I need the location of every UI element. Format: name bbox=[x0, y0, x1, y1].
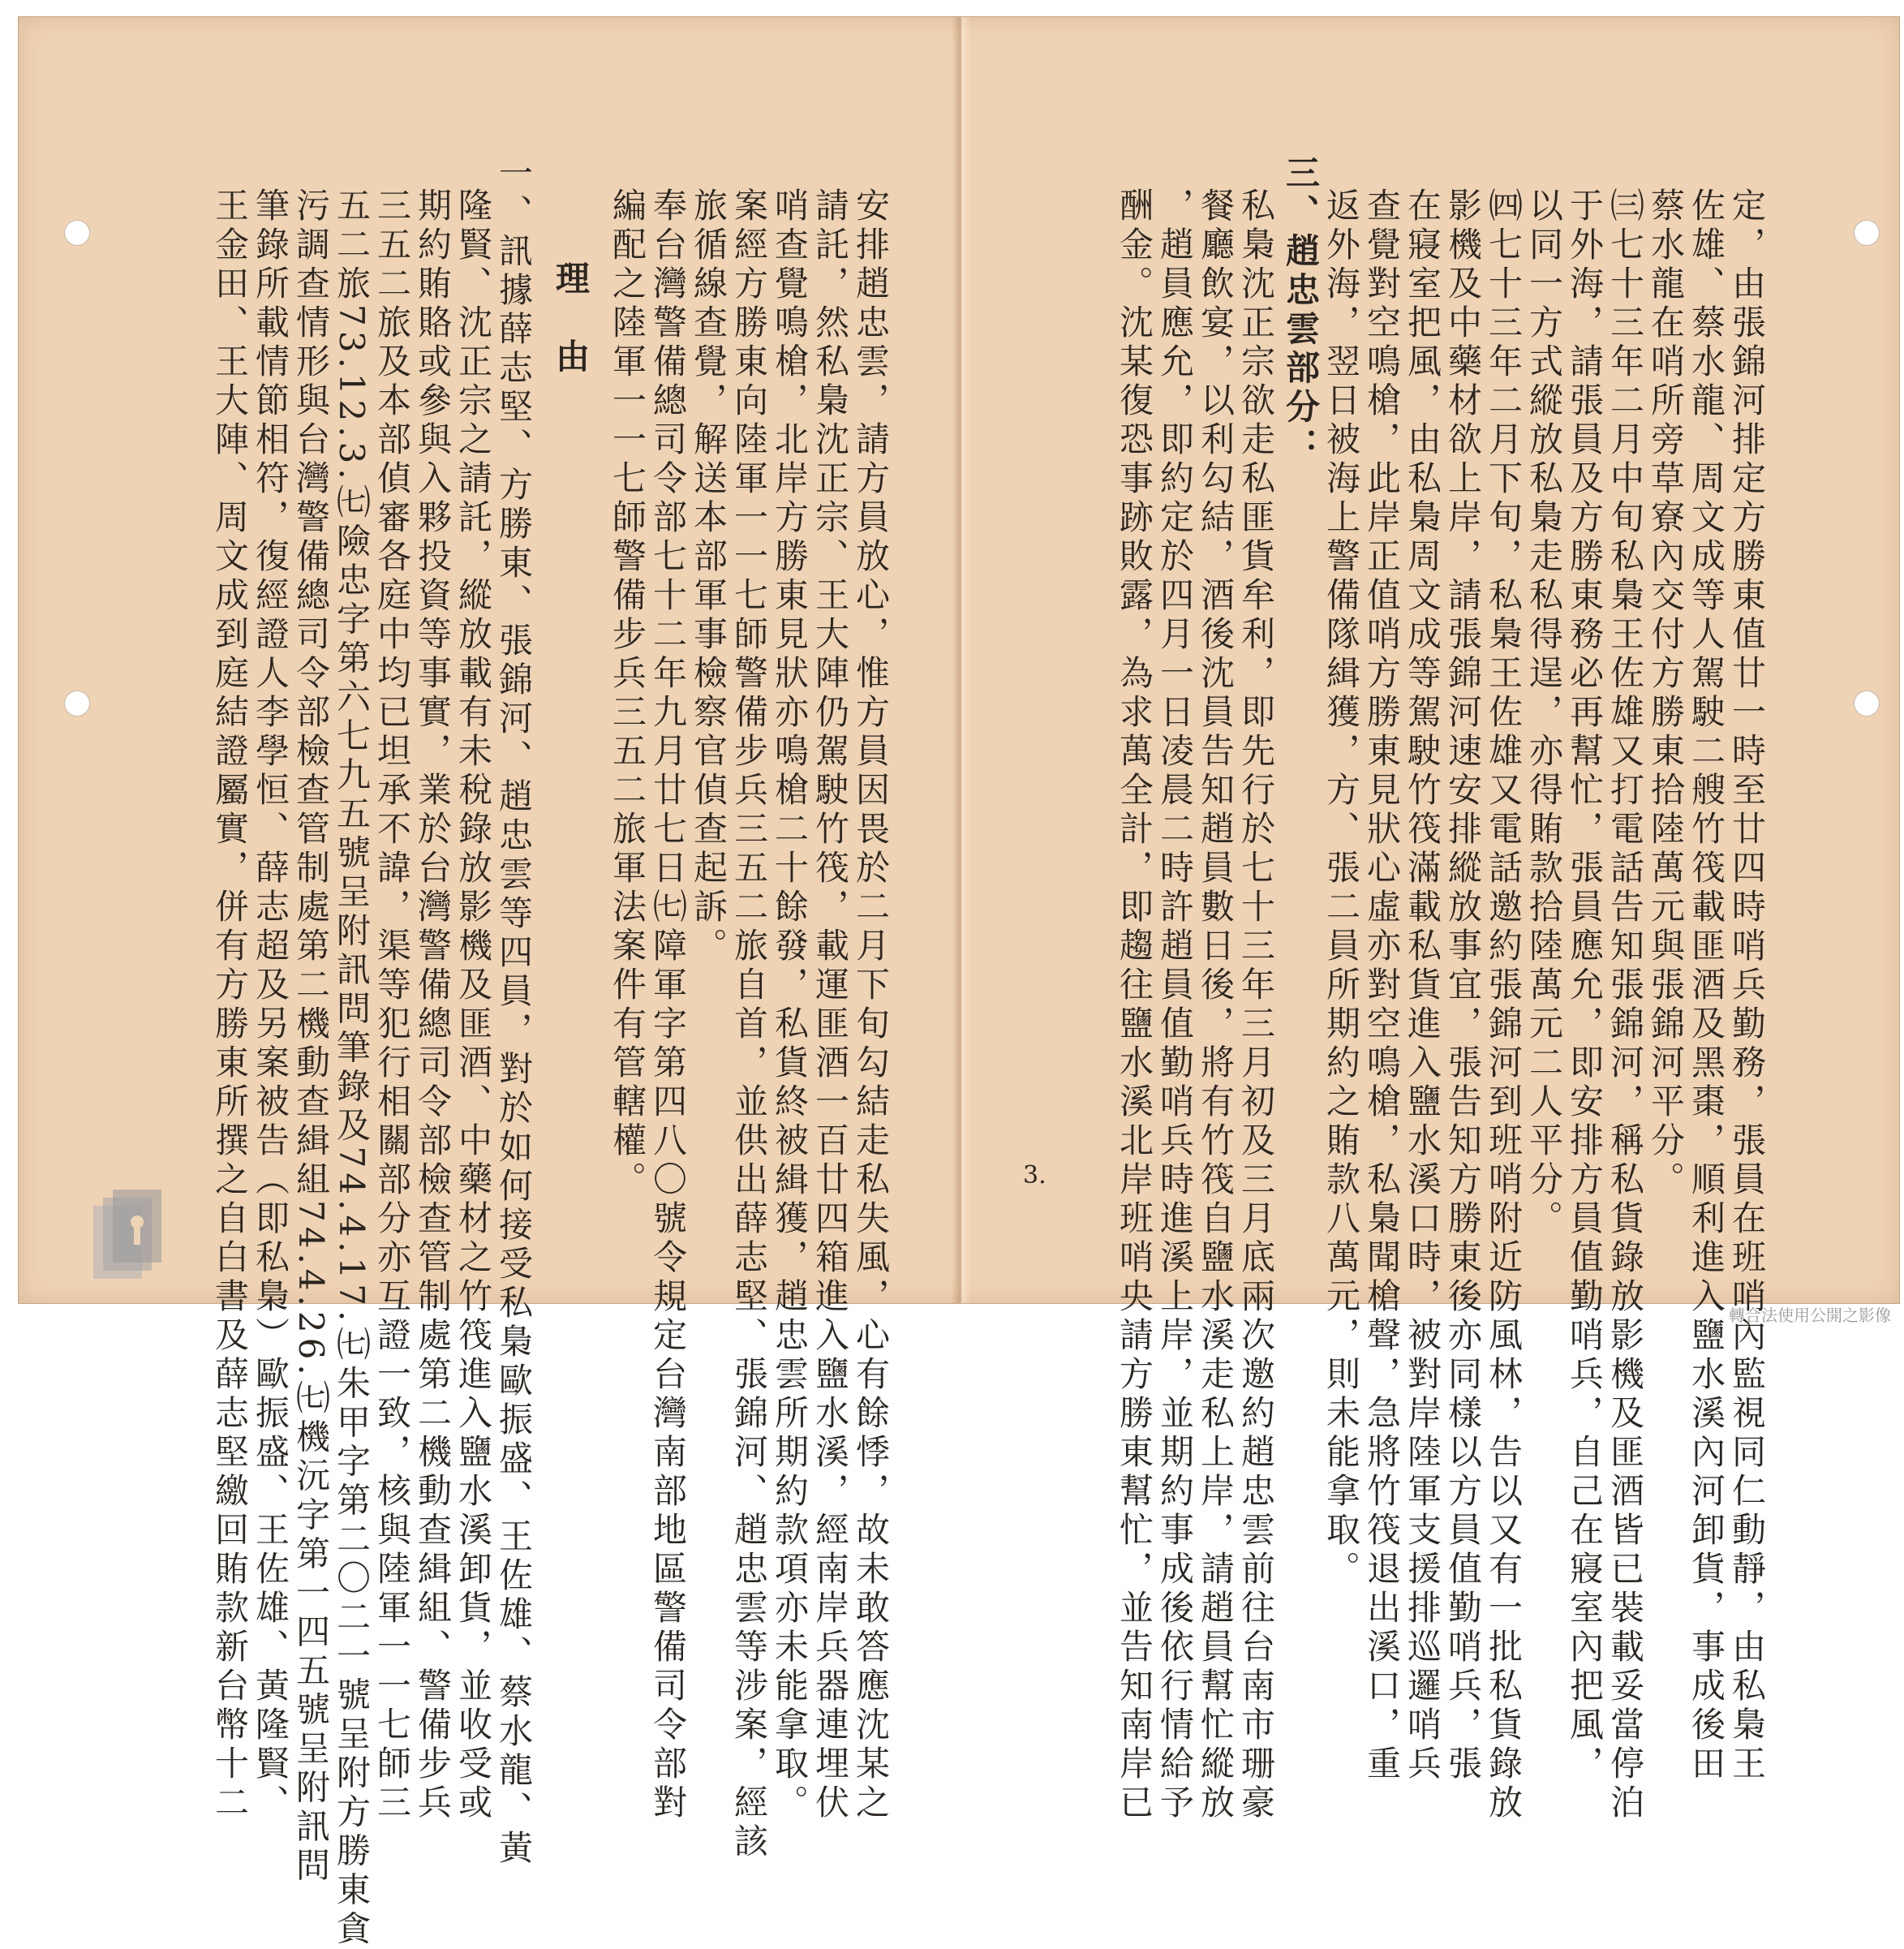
right-page-line: 以同一方式縱放私梟走私得逞，亦得賄款拾陸萬元二人平分。 bbox=[1524, 187, 1564, 1239]
left-page-line: 旅循線查覺，解送本部軍事檢察官偵查起訴。 bbox=[689, 187, 729, 966]
left-page-line: 哨查覺鳴槍，北岸方勝東見狀亦鳴槍二十餘發，私貨終被緝獲，趙忠雲所期約款項亦未能拿取。 bbox=[770, 187, 810, 1823]
left-page-line: 案經方勝東向陸軍一一七師警備步兵三五二旅自首，並供出薛志堅、張錦河、趙忠雲等涉案，經該 bbox=[729, 187, 769, 1862]
left-page-line: 請託，然私梟沈正宗、王大陣仍駕駛竹筏，載運匪酒一百廿四箱進入鹽水溪，經南岸兵器連埋伏 bbox=[810, 187, 850, 1823]
left-page-line: 奉台灣警備總司令部七十二年九月廿七日㈦障軍字第四八〇號令規定台灣南部地區警備司令部對 bbox=[648, 187, 688, 1823]
right-page-line: 于外海，請張員及方勝東務必再幫忙，張員應允，即安排方員值勤哨兵，自己在寢室內把風， bbox=[1565, 187, 1605, 1784]
archive-logo-icon bbox=[85, 1181, 166, 1287]
left-page-line: 編配之陸軍一一七師警備步兵三五二旅軍法案件有管轄權。 bbox=[608, 187, 647, 1200]
left-page-line: 三五二旅及本部偵審各庭中均已坦承不諱，渠等犯行相關部分亦互證一致，核與陸軍一一七師三 bbox=[372, 187, 412, 1823]
binding-hole bbox=[64, 220, 90, 246]
right-page-line: 餐廳飲宴，以利勾結，酒後沈員告知趙員數日後，將有竹筏自鹽水溪走私上岸，請趙員幫忙縱放 bbox=[1196, 187, 1236, 1823]
left-page-line: 隆賢、沈正宗之請託，縱放載有未稅錄放影機及匪酒、中藥材之竹筏進入鹽水溪卸貨，並收受或 bbox=[453, 187, 493, 1823]
right-page-line: 私梟沈正宗欲走私匪貨牟利，即先行於七十三年三月初及三月底兩次邀約趙忠雲前往台南市珊豪 bbox=[1236, 187, 1276, 1823]
left-page-line: 王金田、王大陣、周文成到庭結證屬實，併有方勝東所撰之自白書及薛志堅繳回賄款新台幣十二 bbox=[210, 187, 250, 1823]
binding-hole bbox=[1854, 220, 1880, 246]
right-page-line: 定，由張錦河排定方勝東值廿一時至廿四時哨兵勤務，張員在班哨內監視同仁動靜，由私梟王 bbox=[1727, 187, 1767, 1784]
left-page-line: 污調查情形與台灣警備總司令部檢查管制處第二機動查緝組74.4.26.㈦機沅字第一四五號呈附訊問 bbox=[291, 187, 331, 1887]
reason-heading: 理 由 bbox=[551, 260, 591, 377]
right-page-line: 在寢室把風，由私梟周文成等駕駛竹筏滿載私貨進入鹽水溪口時，被對岸陸軍支援排巡邏哨兵 bbox=[1403, 187, 1442, 1784]
left-page-line: 期約賄賂或參與入夥投資等事實，業於台灣警備總司令部檢查管制處第二機動查緝組、警備步兵 bbox=[413, 187, 453, 1823]
right-page-line: ，趙員應允，即約定於四月一日凌晨二時許趙員值勤哨兵時進溪上岸，並期約事成後依行情給予 bbox=[1155, 187, 1195, 1823]
page-number: 3. bbox=[1023, 1161, 1047, 1190]
right-page-line: 影機及中藥材欲上岸，請張錦河速安排縱放事宜，張告知方勝東後亦同樣以方員值勤哨兵，張 bbox=[1443, 187, 1483, 1784]
right-page-line: 佐雄、蔡水龍、周文成等人駕駛二艘竹筏載匪酒及黑棗，順利進入鹽水溪內河卸貨，事成後田 bbox=[1687, 187, 1726, 1784]
right-page-line: 查覺對空鳴槍，此岸正值哨方勝東見狀心虛亦對空鳴槍，私梟聞槍聲，急將竹筏退出溪口，重 bbox=[1362, 187, 1402, 1784]
left-page-line: 五二旅73.12.3.㈦險忠字第六七九五號呈附訊問筆錄及74.4.17.㈦朱甲字第二〇二一號呈附方勝東貪 bbox=[332, 187, 372, 1949]
usage-notice: 轉合法使用公開之影像 bbox=[1729, 1306, 1891, 1325]
right-page-line: ㈢七十三年二月中旬私梟王佐雄又打電話告知張錦河，稱私貨錄放影機及匪酒皆已裝載妥當停泊 bbox=[1605, 187, 1645, 1823]
left-page-line: 一、訊據薛志堅、方勝東、張錦河、趙忠雲等四員，對於如何接受私梟歐振盛、王佐雄、蔡水龍、黃 bbox=[494, 155, 534, 1869]
left-page-line: 筆錄所載情節相符，復經證人李學恒、薛志超及另案被告（即私梟）歐振盛、王佐雄、黃隆賢、 bbox=[251, 187, 290, 1823]
binding-hole bbox=[64, 691, 90, 716]
right-page-line: 返外海，翌日被海上警備隊緝獲，方、張二員所期約之賄款八萬元，則未能拿取。 bbox=[1322, 187, 1361, 1590]
right-page-line: ㈣七十三年二月下旬，私梟王佐雄又電話邀約張錦河到班哨附近防風林，告以又有一批私貨錄放 bbox=[1484, 187, 1524, 1823]
left-page-line: 安排趙忠雲，請方員放心，惟方員因畏於二月下旬勾結走私失風，心有餘悸，故未敢答應沈某之 bbox=[851, 187, 891, 1823]
right-page-line: 酬金。沈某復恐事跡敗露，為求萬全計，即趨往鹽水溪北岸班哨央請方勝東幫忙，並告知南岸已 bbox=[1115, 187, 1154, 1823]
section-heading: 三、趙忠雲部分： bbox=[1281, 155, 1321, 467]
right-page-line: 蔡水龍在哨所旁草寮內交付方勝東拾陸萬元與張錦河平分。 bbox=[1646, 187, 1686, 1200]
center-fold bbox=[952, 17, 971, 1303]
binding-hole bbox=[1854, 691, 1880, 716]
